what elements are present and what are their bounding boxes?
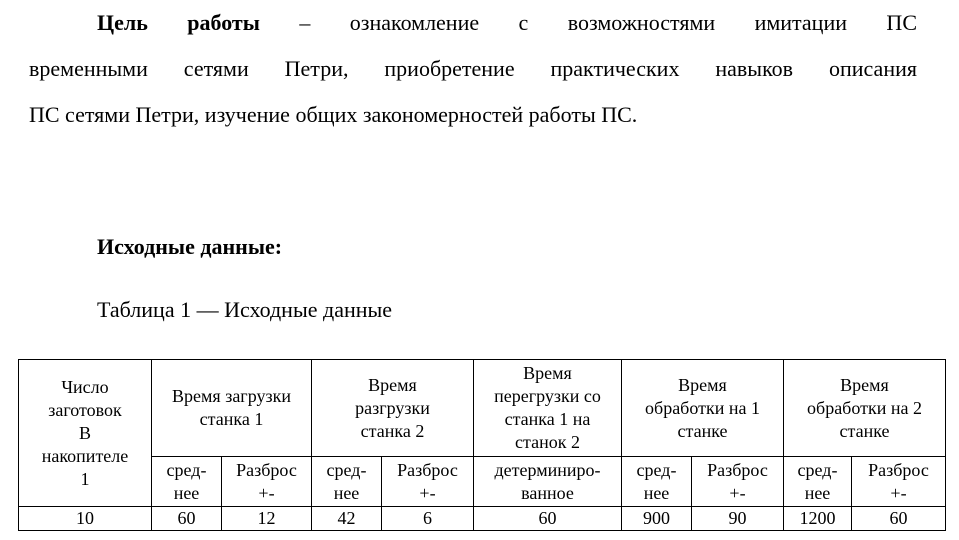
sub-spread: Разброс +- [852, 457, 946, 507]
table-header-row [19, 360, 946, 457]
sub-spread: Разброс +- [692, 457, 784, 507]
value-cell: 900 [622, 507, 692, 531]
goal-line-2: временными сетями Петри, приобретение практических навыков описания [29, 56, 917, 81]
header-load-time: Время загрузки станка 1 [152, 360, 312, 457]
value-cell: 10 [19, 507, 152, 531]
goal-line-1 [29, 0, 917, 46]
header-workpieces: Число заготовок В накопителе 1 [19, 360, 152, 507]
value-cell: 90 [692, 507, 784, 531]
source-data-heading: Исходные данные: [97, 234, 283, 259]
sub-mean: сред- нее [622, 457, 692, 507]
sub-deterministic: детерминиро- ванное [474, 457, 622, 507]
value-cell: 12 [222, 507, 312, 531]
header-transfer-time: Время перегрузки со станка 1 на станок 2 [474, 360, 622, 457]
source-data-table [18, 359, 946, 531]
table-caption: Таблица 1 — Исходные данные [97, 297, 393, 322]
sub-mean: сред- нее [152, 457, 222, 507]
goal-paragraph [29, 0, 917, 138]
sub-spread: Разброс +- [382, 457, 474, 507]
goal-line-1-text: – ознакомление с возможностями имитации ПС [259, 10, 917, 35]
value-cell: 6 [382, 507, 474, 531]
value-cell: 1200 [784, 507, 852, 531]
sub-mean: сред- нее [784, 457, 852, 507]
header-unload-time: Время разгрузки станка 2 [312, 360, 474, 457]
value-cell: 42 [312, 507, 382, 531]
header-processing-2: Время обработки на 2 станке [784, 360, 946, 457]
table-values-row [19, 507, 946, 531]
goal-line-3: ПС сетями Петри, изучение общих закономерностей работы ПС. [29, 102, 638, 127]
goal-label: Цель работы [97, 10, 260, 35]
value-cell: 60 [152, 507, 222, 531]
table-subheader-row [19, 457, 946, 507]
value-cell: 60 [852, 507, 946, 531]
header-processing-1: Время обработки на 1 станке [622, 360, 784, 457]
value-cell: 60 [474, 507, 622, 531]
sub-spread: Разброс +- [222, 457, 312, 507]
sub-mean: сред- нее [312, 457, 382, 507]
